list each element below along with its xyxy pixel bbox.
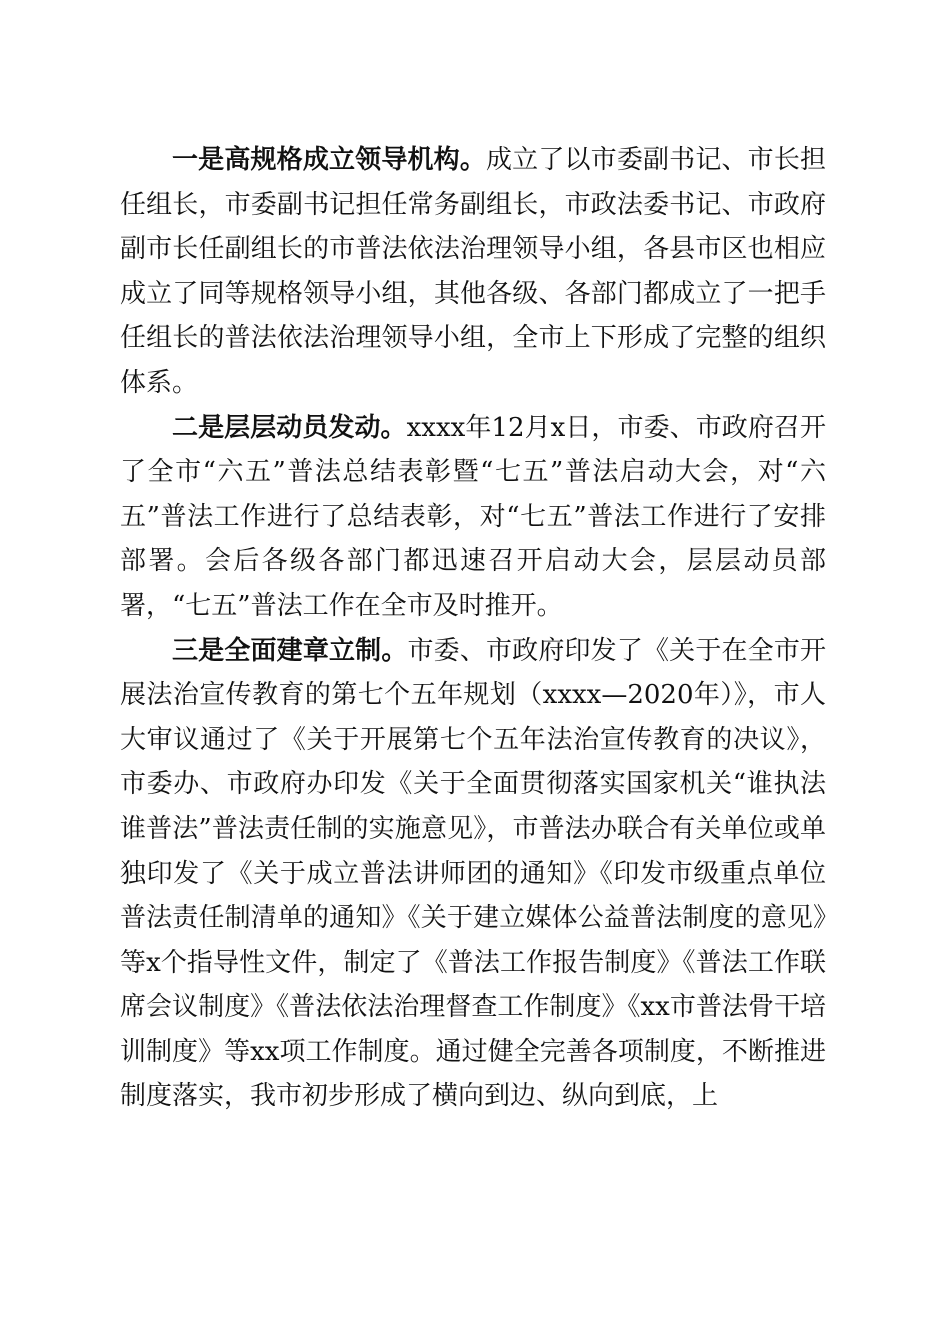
paragraph-mobilization [120,406,826,629]
paragraph-text: xxxx年12月x日，市委、市政府召开了全市“六五”普法总结表彰暨“七五”普法启动大会，对“六五”普法工作进行了总结表彰，对“七五”普法工作进行了安排部署。会后各级各部门都迅速召开启动大会，层层动员部署，“七五”普法工作在全市及时推开。 [120,412,826,621]
paragraph-lead: 二是层层动员发动。 [172,412,407,443]
paragraph-lead: 一是高规格成立领导机构。 [172,145,486,175]
paragraph-regulations [120,629,826,1120]
paragraph-text: 成立了以市委副书记、市长担任组长，市委副书记担任常务副组长，市政法委书记、市政府副市长任副组长的市普法依法治理领导小组，各县市区也相应成立了同等规格领导小组，其他各级、各部门都成立了一把手任组长的普法依法治理领导小组，全市上下形成了完整的组织体系。 [120,145,826,398]
paragraph-lead: 三是全面建章立制。 [172,635,408,666]
paragraph-text: 市委、市政府印发了《关于在全市开展法治宣传教育的第七个五年规划（xxxx—2020年）》，市人大审议通过了《关于开展第七个五年法治宣传教育的决议》，市委办、市政府办印发《关于全面贯彻落实国家机关“谁执法谁普法”普法责任制的实施意见》，市普法办联合有关单位或单独印发了《关于成立普法讲师团的通知》《印发市级重点单位普法责任制清单的通知》《关于建立媒体公益普法制度的意见》等x个指导性文件，制定了《普法工作报告制度》《普法工作联席会议制度》《普法依法治理督查工作制度》《xx市普法骨干培训制度》等xx项工作制度。通过健全完善各项制度，不断推进制度落实，我市初步形成了横向到边、纵向到底，上 [120,635,826,1112]
document-body [120,138,826,1119]
paragraph-leadership-body [120,138,826,406]
